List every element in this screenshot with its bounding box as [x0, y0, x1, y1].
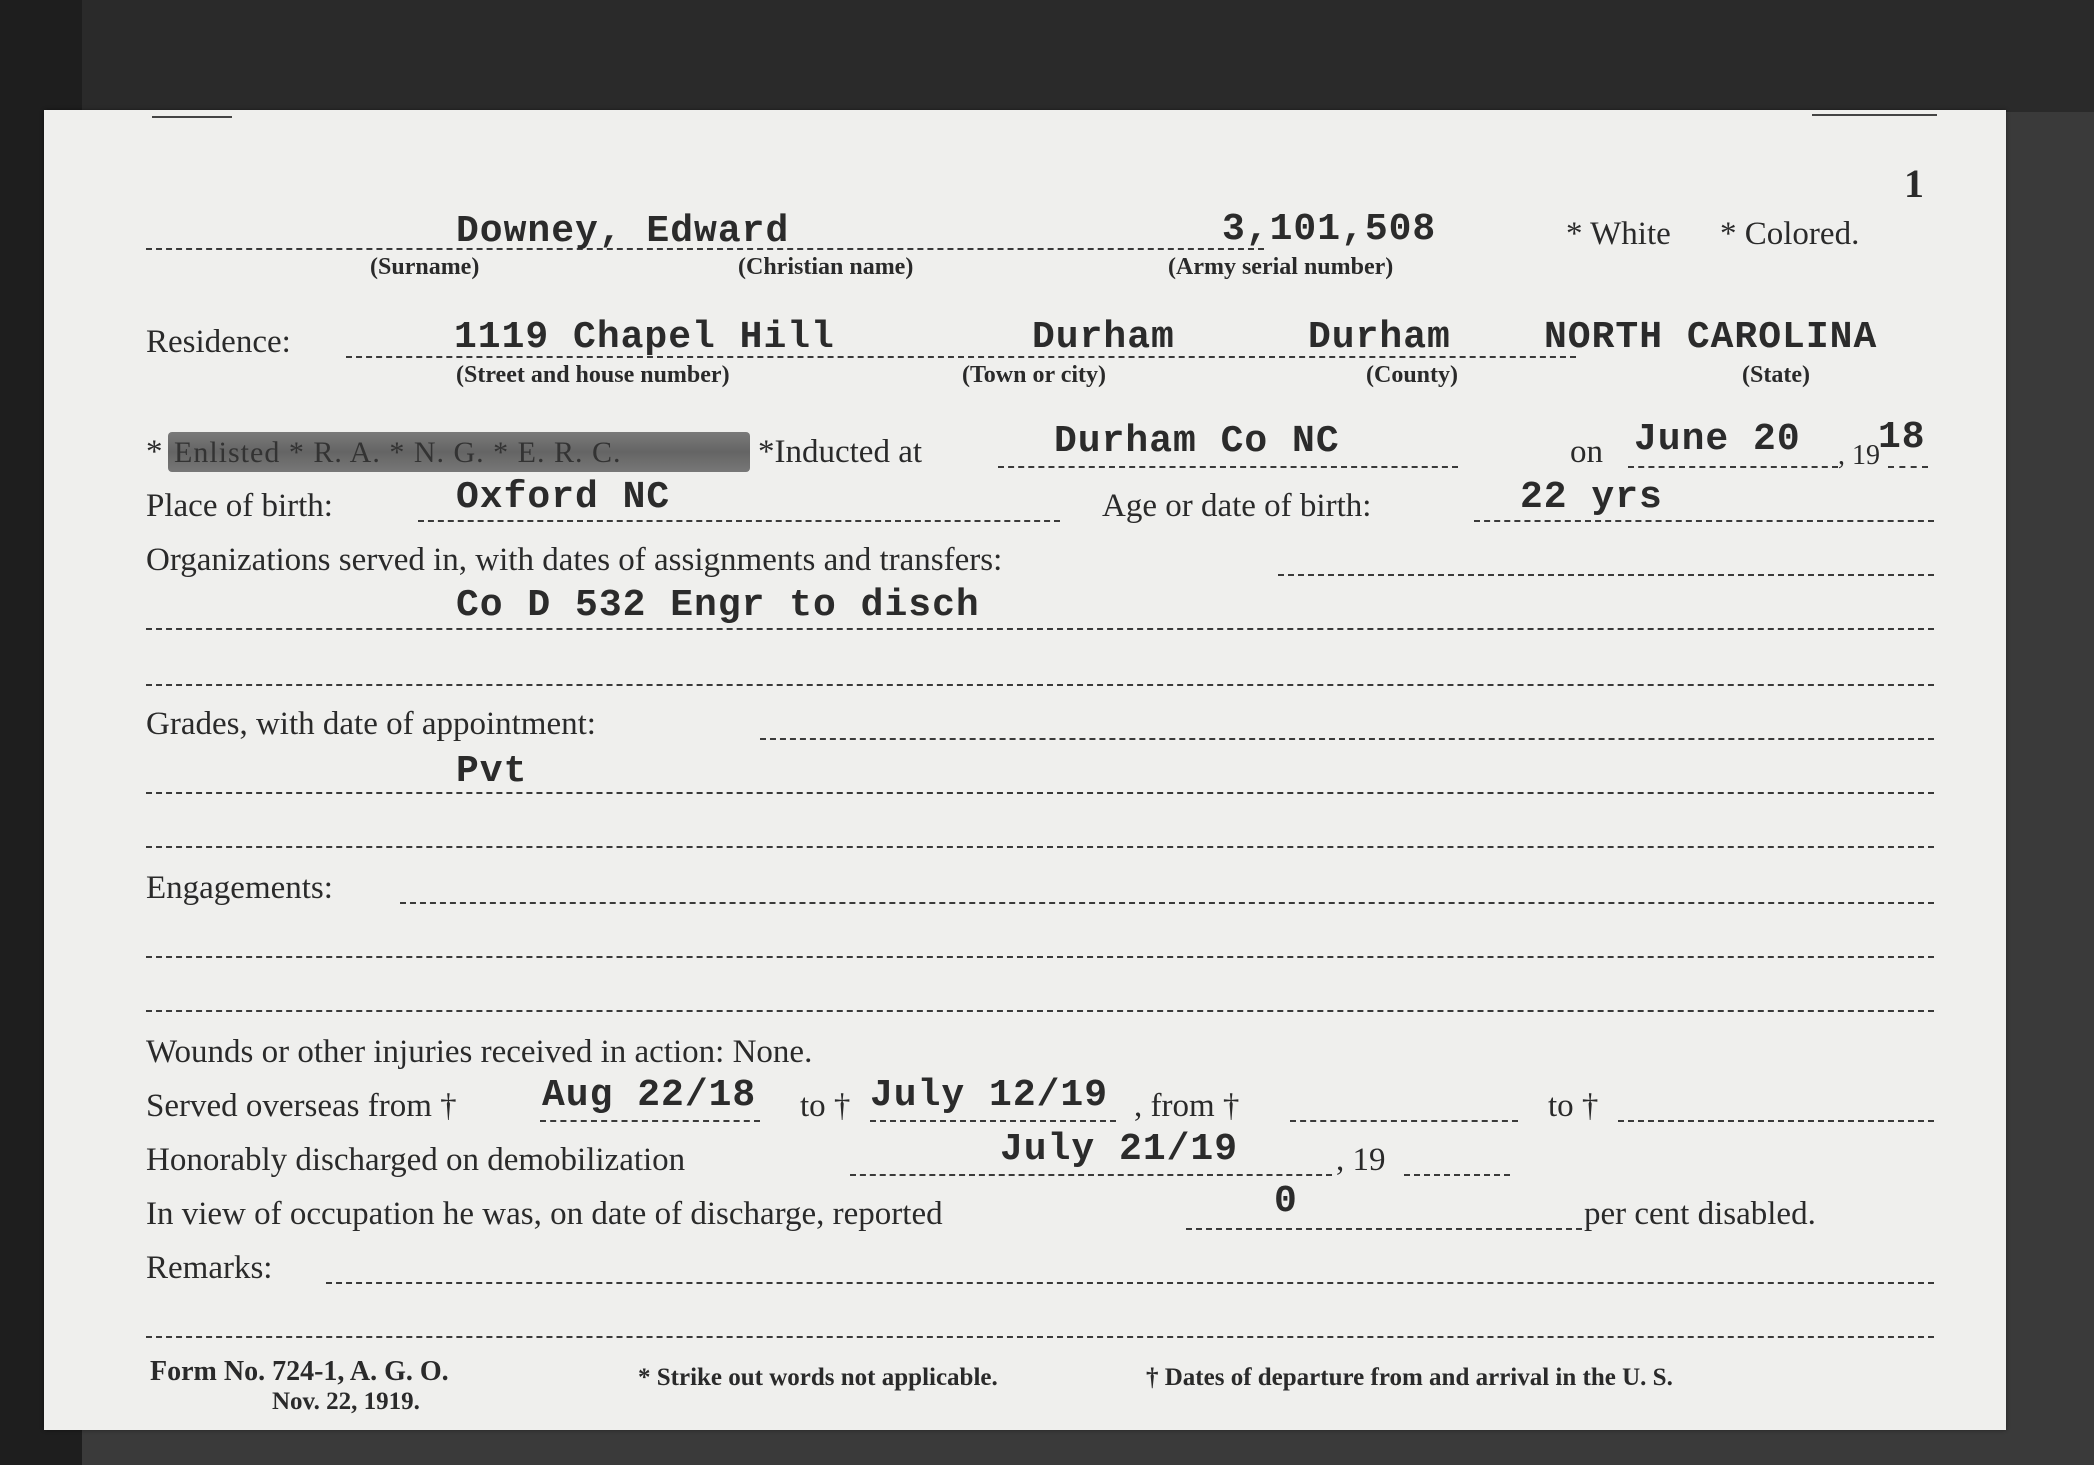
state-caption: (State) — [1742, 362, 1810, 388]
scan-background-top — [0, 0, 2094, 112]
street-value: 1119 Chapel Hill — [454, 316, 835, 359]
street-caption: (Street and house number) — [456, 362, 730, 388]
birthplace-line — [418, 520, 1060, 522]
wounds-label: Wounds or other injuries received in action: None. — [146, 1034, 813, 1070]
organizations-line-2 — [146, 628, 1934, 630]
white-label: * White — [1566, 216, 1671, 252]
inducted-date-value: June 20 — [1634, 418, 1801, 461]
to-line-2 — [1618, 1120, 1934, 1122]
grades-line-1 — [760, 738, 1934, 740]
date-line — [1628, 466, 1838, 468]
overseas-from-line — [540, 1120, 760, 1122]
inducted-line — [998, 466, 1458, 468]
nineteen-label-2: , 19 — [1336, 1142, 1386, 1178]
organizations-label: Organizations served in, with dates of assignments and transfers: — [146, 542, 1003, 578]
from-line-2 — [1290, 1120, 1518, 1122]
organizations-line-1 — [1278, 574, 1934, 576]
enlisted-options: Enlisted * R. A. * N. G. * E. R. C. — [174, 436, 622, 469]
remarks-label: Remarks: — [146, 1250, 273, 1286]
per-cent-disabled-label: per cent disabled. — [1584, 1196, 1816, 1232]
state-value: NORTH CAROLINA — [1544, 316, 1878, 359]
surname-caption: (Surname) — [370, 254, 480, 280]
occupation-label: In view of occupation he was, on date of discharge, reported — [146, 1196, 943, 1232]
on-label: on — [1570, 434, 1603, 470]
colored-label: * Colored. — [1720, 216, 1860, 252]
to-label-2: to † — [1548, 1088, 1599, 1124]
engagements-line-2 — [146, 956, 1934, 958]
remarks-line-1 — [326, 1282, 1934, 1284]
grades-label: Grades, with date of appointment: — [146, 706, 596, 742]
from-label-2: , from † — [1134, 1088, 1240, 1124]
age-line — [1474, 520, 1934, 522]
county-value: Durham — [1308, 316, 1451, 359]
inducted-year-value: 18 — [1878, 416, 1926, 459]
overseas-label: Served overseas from † — [146, 1088, 457, 1124]
overseas-to-line — [870, 1120, 1116, 1122]
overseas-from-value: Aug 22/18 — [542, 1074, 757, 1117]
corner-rule-left — [152, 116, 232, 118]
christian-name-caption: (Christian name) — [738, 254, 914, 280]
county-caption: (County) — [1366, 362, 1459, 388]
grades-line-2 — [146, 792, 1934, 794]
age-value: 22 yrs — [1520, 476, 1663, 519]
town-value: Durham — [1032, 316, 1175, 359]
asterisk: * — [146, 434, 163, 470]
remarks-line-2 — [146, 1336, 1934, 1338]
strike-out-note: * Strike out words not applicable. — [638, 1364, 998, 1391]
overseas-to-label: to † — [800, 1088, 851, 1124]
residence-label: Residence: — [146, 324, 291, 360]
record-card — [44, 110, 2006, 1430]
year-line — [1888, 466, 1928, 468]
discharged-value: July 21/19 — [1000, 1128, 1239, 1171]
form-date: Nov. 22, 1919. — [272, 1388, 420, 1415]
discharged-year-line — [1404, 1174, 1510, 1176]
discharged-label: Honorably discharged on demobilization — [146, 1142, 686, 1178]
surname-name-value: Downey, Edward — [456, 210, 790, 253]
engagements-line-3 — [146, 1010, 1934, 1012]
page-number: 1 — [1904, 161, 1924, 206]
town-caption: (Town or city) — [962, 362, 1106, 388]
grades-line-3 — [146, 846, 1934, 848]
corner-rule-right — [1812, 114, 1937, 116]
organizations-line-3 — [146, 684, 1934, 686]
birthplace-label: Place of birth: — [146, 488, 333, 524]
discharged-line — [850, 1174, 1332, 1176]
disabled-line — [1186, 1228, 1582, 1230]
form-number: Form No. 724-1, A. G. O. — [150, 1356, 449, 1387]
age-label: Age or date of birth: — [1102, 488, 1372, 524]
organization-value: Co D 532 Engr to disch — [456, 584, 980, 627]
birthplace-value: Oxford NC — [456, 476, 671, 519]
nineteen-label: , 19 — [1838, 440, 1880, 471]
serial-number-value: 3,101,508 — [1222, 208, 1437, 251]
engagements-line-1 — [400, 902, 1934, 904]
dates-note: † Dates of departure from and arrival in the U. S. — [1146, 1364, 1673, 1391]
overseas-to-value: July 12/19 — [870, 1074, 1109, 1117]
serial-caption: (Army serial number) — [1168, 254, 1394, 280]
inducted-at-value: Durham Co NC — [1054, 420, 1340, 463]
inducted-label: *Inducted at — [758, 434, 923, 470]
engagements-label: Engagements: — [146, 870, 333, 906]
grade-value: Pvt — [456, 750, 528, 793]
disabled-percent-value: 0 — [1274, 1180, 1298, 1223]
